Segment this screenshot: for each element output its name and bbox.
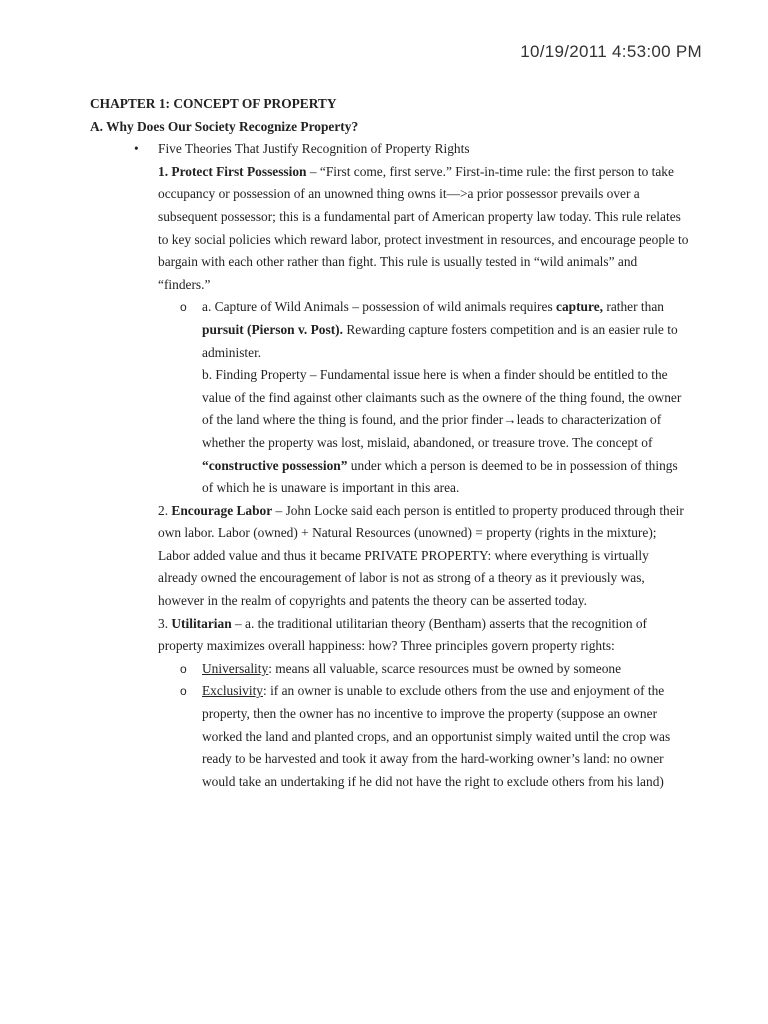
subitem-capture-wild-animals: [202, 296, 690, 364]
subitem-finding-property: [90, 364, 690, 500]
document-body: [90, 93, 690, 793]
theory-2-number: 2.: [158, 502, 172, 518]
universality-term: Universality: [202, 660, 269, 676]
print-timestamp: 10/19/2011 4:53:00 PM: [520, 42, 702, 61]
subitem-b-text-2: under which a person is deemed to be in possession of things of which he is unaware is important in this area.: [202, 457, 678, 496]
theory-1-subitem: [90, 296, 690, 364]
chapter-title: CHAPTER 1: CONCEPT OF PROPERTY: [90, 96, 337, 111]
bullet-item: [90, 138, 690, 161]
subitem-a-bold-2: pursuit (Pierson v. Post).: [202, 321, 343, 337]
subitem-b-bold: “constructive possession”: [202, 457, 348, 473]
subitem-a-bold-1: capture,: [556, 299, 604, 315]
theory-3-text: – a. the traditional utilitarian theory (Bentham) asserts that the recognition of property maximizes overall happiness: how? Three principles govern property rights:: [158, 615, 648, 654]
subitem-a-text-1: a. Capture of Wild Animals – possession of wild animals requires: [202, 299, 557, 315]
hollow-bullet-icon: o: [180, 684, 187, 699]
subitem-a-text-3: Rewarding capture fosters competition and is an easier rule to administer.: [202, 321, 678, 360]
theory-1-text: – “First come, first serve.” First-in-time rule: the first person to take occupancy or possession of an unowned thing owns it—>a prior possessor prevails over a subsequent possessor; this is a fundamental part of American property law today. This rule relates to key social policies which reward labor, protect investment in resources, and encourage people to bargain with each other rather than fight. This rule is usually tested in “wild animals” and “finders.”: [158, 163, 689, 292]
theory-3-number: 3.: [158, 615, 172, 631]
theory-3-heading: Utilitarian: [171, 615, 232, 631]
theory-3-paragraph: [90, 613, 690, 658]
theory-2-text: – John Locke said each person is entitled to property produced through their own labor. Labor (owned) + Natural Resources (unowned) = property (rights in the mixture); Labor added value and thus it became PRIVATE PROPERTY: where everything is virtually already owned the encouragement of labor is not as strong of a theory as it previously was, however in the realm of copyrights and patents the theory can be asserted today.: [158, 502, 684, 609]
hollow-bullet-icon: o: [180, 661, 187, 676]
subitem-b-text-1: b. Finding Property – Fundamental issue here is when a finder should be entitled to the value of the find against other claimants such as the ownere of the thing found, the owner of the land where the thing is found, and the prior finder→leads to characterization of whether the property was lost, mislaid, abandoned, or treasure trove. The concept of: [202, 367, 682, 450]
theory-3-subitem: [90, 658, 690, 681]
theory-2-heading: Encourage Labor: [171, 502, 273, 518]
subitem-universality: [202, 658, 690, 681]
hollow-bullet-icon: o: [180, 300, 187, 315]
theory-2-paragraph: [90, 500, 690, 613]
bullet-icon: •: [134, 141, 139, 157]
exclusivity-text: : if an owner is unable to exclude others from the use and enjoyment of the property, then the owner has no incentive to improve the property (suppose an owner worked the land and planted crops, and an opportunist simply waited until the crop was ready to be harvested and took it away from the hard-working owner’s land: no owner would take an undertaking if he did not have the right to exclude others from his land): [202, 683, 671, 789]
theory-1-paragraph: [90, 161, 690, 297]
universality-text: : means all valuable, scarce resources must be owned by someone: [268, 660, 622, 676]
exclusivity-term: Exclusivity: [202, 683, 263, 699]
subitem-a-text-2: rather than: [603, 299, 664, 315]
theory-3-subitem: [90, 680, 690, 793]
subitem-exclusivity: [202, 680, 690, 793]
bullet-text: Five Theories That Justify Recognition of Property Rights: [158, 141, 470, 157]
section-heading: A. Why Does Our Society Recognize Property?: [90, 118, 359, 134]
theory-1-heading: 1. Protect First Possession: [158, 163, 307, 179]
